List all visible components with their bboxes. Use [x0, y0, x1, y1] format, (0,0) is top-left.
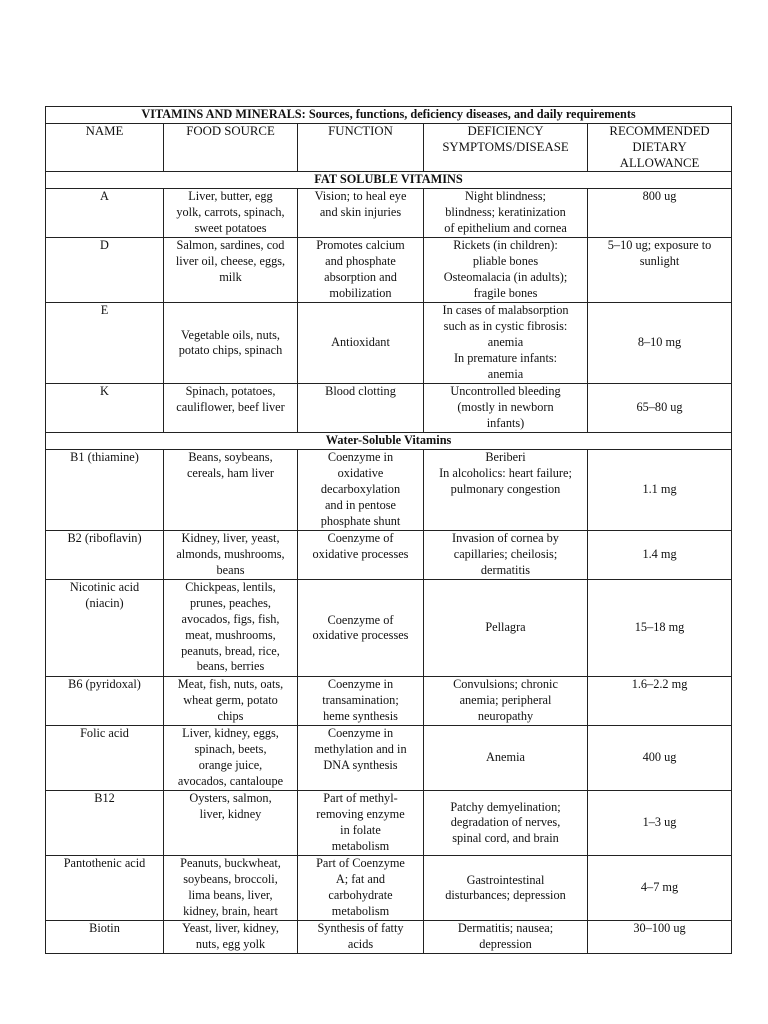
- deficiency-cell: Invasion of cornea by capillaries; cheilosis; dermatitis: [424, 531, 588, 580]
- header-food-source: FOOD SOURCE: [164, 124, 298, 172]
- header-name: NAME: [46, 124, 164, 172]
- rda-cell: 65–80 ug: [588, 384, 732, 433]
- function-cell: Antioxidant: [298, 303, 424, 384]
- deficiency-cell: Patchy demyelination; degradation of nerves, spinal cord, and brain: [424, 791, 588, 856]
- table-row: [46, 726, 732, 791]
- deficiency-cell: Pellagra: [424, 580, 588, 677]
- header-row: [46, 124, 732, 172]
- rda-cell: 5–10 ug; exposure to sunlight: [588, 238, 732, 303]
- rda-cell: 4–7 mg: [588, 856, 732, 921]
- name-cell: B6 (pyridoxal): [46, 677, 164, 726]
- section-heading: FAT SOLUBLE VITAMINS: [46, 172, 732, 189]
- name-cell: B12: [46, 791, 164, 856]
- rda-cell: 800 ug: [588, 189, 732, 238]
- table-row: [46, 580, 732, 677]
- table-row: [46, 303, 732, 384]
- deficiency-cell: Uncontrolled bleeding (mostly in newborn infants): [424, 384, 588, 433]
- name-cell: B1 (thiamine): [46, 450, 164, 531]
- food-source-cell: Chickpeas, lentils, prunes, peaches, avocados, figs, fish, meat, mushrooms, peanuts, bread, rice, beans, berries: [164, 580, 298, 677]
- table-row: [46, 856, 732, 921]
- deficiency-cell: In cases of malabsorption such as in cystic fibrosis: anemia In premature infants: anemia: [424, 303, 588, 384]
- function-cell: Part of Coenzyme A; fat and carbohydrate metabolism: [298, 856, 424, 921]
- section-row: [46, 172, 732, 189]
- name-cell: D: [46, 238, 164, 303]
- deficiency-cell: Beriberi In alcoholics: heart failure; pulmonary congestion: [424, 450, 588, 531]
- function-cell: Vision; to heal eye and skin injuries: [298, 189, 424, 238]
- section-row: [46, 433, 732, 450]
- header-deficiency: DEFICIENCY SYMPTOMS/DISEASE: [424, 124, 588, 172]
- function-cell: Coenzyme in transamination; heme synthesis: [298, 677, 424, 726]
- name-cell: B2 (riboflavin): [46, 531, 164, 580]
- name-cell: Folic acid: [46, 726, 164, 791]
- vitamins-table: [45, 106, 732, 954]
- function-cell: Part of methyl- removing enzyme in folate metabolism: [298, 791, 424, 856]
- name-cell: Pantothenic acid: [46, 856, 164, 921]
- food-source-cell: Peanuts, buckwheat, soybeans, broccoli, lima beans, liver, kidney, brain, heart: [164, 856, 298, 921]
- name-cell: Nicotinic acid (niacin): [46, 580, 164, 677]
- food-source-cell: Kidney, liver, yeast, almonds, mushrooms, beans: [164, 531, 298, 580]
- deficiency-cell: Anemia: [424, 726, 588, 791]
- function-cell: Coenzyme in oxidative decarboxylation and in pentose phosphate shunt: [298, 450, 424, 531]
- header-rda: RECOMMENDED DIETARY ALLOWANCE: [588, 124, 732, 172]
- table-row: [46, 384, 732, 433]
- table-row: [46, 238, 732, 303]
- deficiency-cell: Gastrointestinal disturbances; depression: [424, 856, 588, 921]
- food-source-cell: Salmon, sardines, cod liver oil, cheese, eggs, milk: [164, 238, 298, 303]
- food-source-cell: Oysters, salmon, liver, kidney: [164, 791, 298, 856]
- vitamins-table-body: [46, 107, 732, 954]
- table-title: VITAMINS AND MINERALS: Sources, functions, deficiency diseases, and daily requirements: [46, 107, 732, 124]
- rda-cell: 8–10 mg: [588, 303, 732, 384]
- header-function: FUNCTION: [298, 124, 424, 172]
- name-cell: Biotin: [46, 921, 164, 954]
- food-source-cell: Yeast, liver, kidney, nuts, egg yolk: [164, 921, 298, 954]
- deficiency-cell: Dermatitis; nausea; depression: [424, 921, 588, 954]
- deficiency-cell: Night blindness; blindness; keratinization of epithelium and cornea: [424, 189, 588, 238]
- function-cell: Coenzyme of oxidative processes: [298, 531, 424, 580]
- rda-cell: 1.1 mg: [588, 450, 732, 531]
- food-source-cell: Spinach, potatoes, cauliflower, beef liver: [164, 384, 298, 433]
- table-row: [46, 921, 732, 954]
- function-cell: Synthesis of fatty acids: [298, 921, 424, 954]
- name-cell: K: [46, 384, 164, 433]
- deficiency-cell: Rickets (in children): pliable bones Osteomalacia (in adults); fragile bones: [424, 238, 588, 303]
- food-source-cell: Liver, kidney, eggs, spinach, beets, orange juice, avocados, cantaloupe: [164, 726, 298, 791]
- food-source-cell: Beans, soybeans, cereals, ham liver: [164, 450, 298, 531]
- food-source-cell: Vegetable oils, nuts, potato chips, spinach: [164, 303, 298, 384]
- food-source-cell: Liver, butter, egg yolk, carrots, spinach, sweet potatoes: [164, 189, 298, 238]
- function-cell: Coenzyme of oxidative processes: [298, 580, 424, 677]
- rda-cell: 1.6–2.2 mg: [588, 677, 732, 726]
- function-cell: Blood clotting: [298, 384, 424, 433]
- food-source-cell: Meat, fish, nuts, oats, wheat germ, potato chips: [164, 677, 298, 726]
- table-row: [46, 531, 732, 580]
- deficiency-cell: Convulsions; chronic anemia; peripheral neuropathy: [424, 677, 588, 726]
- rda-cell: 15–18 mg: [588, 580, 732, 677]
- table-row: [46, 677, 732, 726]
- rda-cell: 30–100 ug: [588, 921, 732, 954]
- name-cell: A: [46, 189, 164, 238]
- table-row: [46, 450, 732, 531]
- rda-cell: 1–3 ug: [588, 791, 732, 856]
- table-row: [46, 189, 732, 238]
- name-cell: E: [46, 303, 164, 384]
- rda-cell: 1.4 mg: [588, 531, 732, 580]
- title-row: [46, 107, 732, 124]
- function-cell: Coenzyme in methylation and in DNA synthesis: [298, 726, 424, 791]
- section-heading: Water-Soluble Vitamins: [46, 433, 732, 450]
- rda-cell: 400 ug: [588, 726, 732, 791]
- table-row: [46, 791, 732, 856]
- function-cell: Promotes calcium and phosphate absorption and mobilization: [298, 238, 424, 303]
